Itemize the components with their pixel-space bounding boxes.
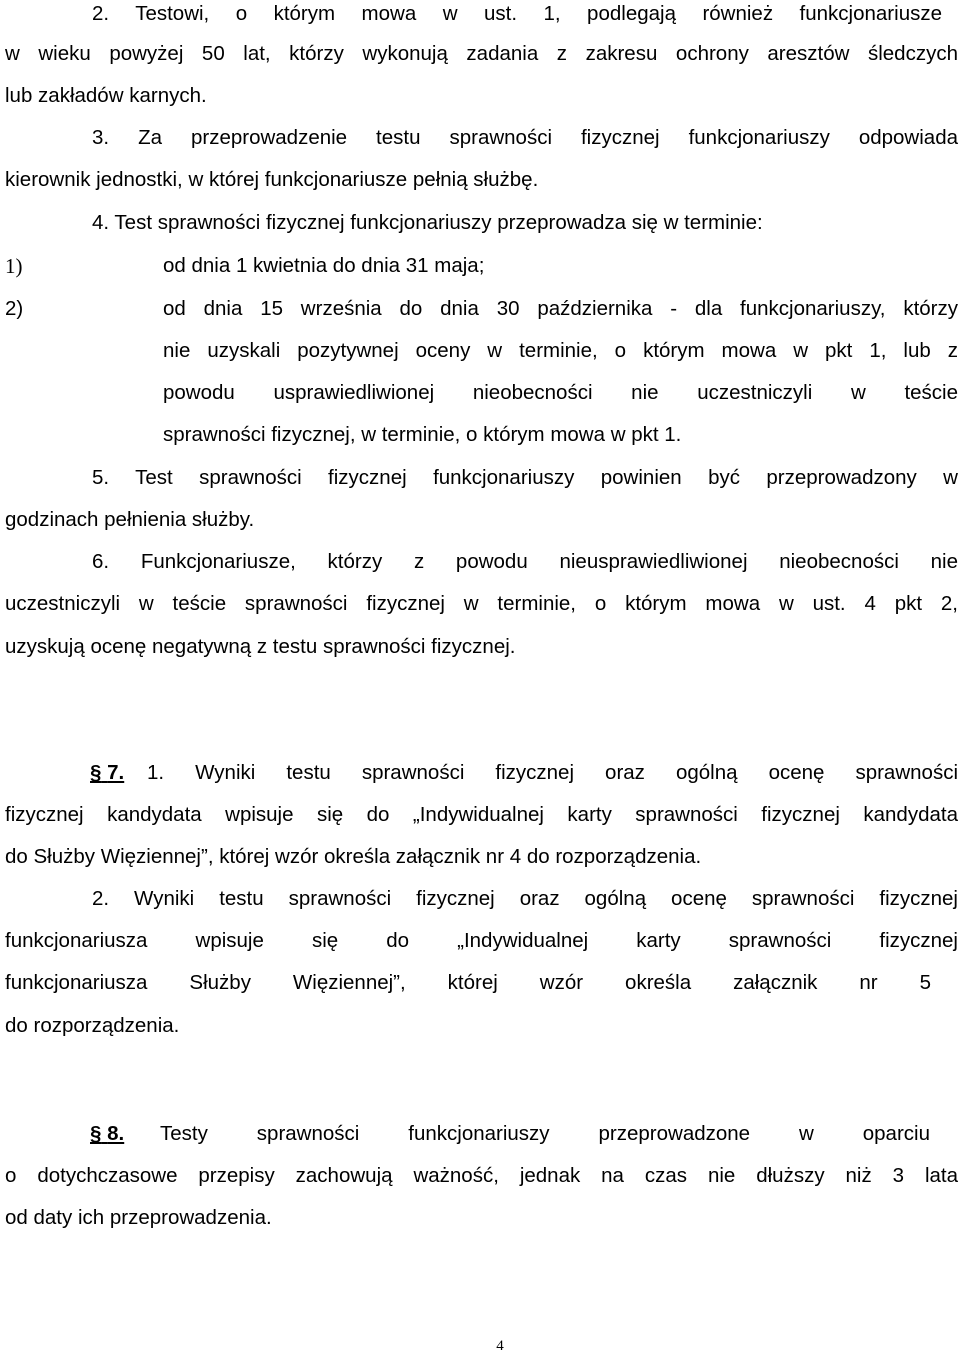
- paragraph-line: w wieku powyżej 50 lat, którzy wykonują zadania z zakresu ochrony aresztów śledczych: [5, 42, 958, 65]
- text-line: 2. Testowi, o którym mowa w ust. 1, podlegają również funkcjonariusze: [92, 2, 942, 25]
- list-item-text: od dnia 15 września do dnia 30 października - dla funkcjonariuszy, którzy: [163, 297, 958, 320]
- list-number: 2): [5, 297, 24, 320]
- paragraph-line: uzyskują ocenę negatywną z testu sprawności fizycznej.: [5, 635, 516, 658]
- section-7-heading: [90, 759, 124, 787]
- paragraph-line: funkcjonariusza Służby Więziennej”, której wzór określa załącznik nr 5: [5, 971, 931, 994]
- paragraph-line: 5. Test sprawności fizycznej funkcjonariuszy powinien być przeprowadzony w: [92, 466, 958, 489]
- paragraph-line: o dotychczasowe przepisy zachowują ważność, jednak na czas nie dłuższy niż 3 lata: [5, 1164, 958, 1187]
- section-number: [101, 1122, 124, 1145]
- paragraph-line: do Służby Więziennej”, której wzór określa załącznik nr 4 do rozporządzenia.: [5, 845, 702, 868]
- paragraph-line: fizycznej kandydata wpisuje się do „Indywidualnej karty sprawności fizycznej kandydata: [5, 803, 958, 826]
- paragraph-line: uczestniczyli w teście sprawności fizycznej w terminie, o którym mowa w ust. 4 pkt 2,: [5, 592, 958, 615]
- paragraph-line: kierownik jednostki, w której funkcjonariusze pełnią służbę.: [5, 168, 539, 191]
- section-number-text: 8.: [107, 1122, 125, 1145]
- section-mark: §: [90, 761, 102, 784]
- section-number-text: 7.: [107, 761, 125, 784]
- section-8-heading: [90, 1120, 124, 1148]
- paragraph-line: 2. Wyniki testu sprawności fizycznej oraz ogólną ocenę sprawności fizycznej: [92, 887, 958, 910]
- paragraph-line: lub zakładów karnych.: [5, 84, 207, 107]
- list-item-text: nie uzyskali pozytywnej oceny w terminie, o którym mowa w pkt 1, lub z: [163, 339, 958, 362]
- paragraph-line: Testy sprawności funkcjonariuszy przeprowadzone w oparciu: [160, 1122, 930, 1145]
- section-number: [101, 761, 124, 784]
- page-number: 4: [496, 1338, 504, 1354]
- section-mark: §: [90, 1122, 102, 1145]
- list-item-text: sprawności fizycznej, w terminie, o którym mowa w pkt 1.: [163, 423, 682, 446]
- paragraph-line: 1. Wyniki testu sprawności fizycznej oraz ogólną ocenę sprawności: [147, 761, 958, 784]
- list-item-text: od dnia 1 kwietnia do dnia 31 maja;: [163, 254, 485, 277]
- paragraph-line: godzinach pełnienia służby.: [5, 508, 255, 531]
- list-number: 1): [5, 254, 23, 278]
- paragraph-line: 6. Funkcjonariusze, którzy z powodu nieusprawiedliwionej nieobecności nie: [92, 550, 958, 573]
- list-item-text: powodu usprawiedliwionej nieobecności nie uczestniczyli w teście: [163, 381, 958, 404]
- paragraph-line: do rozporządzenia.: [5, 1014, 180, 1037]
- paragraph-line: funkcjonariusza wpisuje się do „Indywidualnej karty sprawności fizycznej: [5, 929, 958, 952]
- paragraph-line: od daty ich przeprowadzenia.: [5, 1206, 272, 1229]
- paragraph-line: 3. Za przeprowadzenie testu sprawności fizycznej funkcjonariuszy odpowiada: [92, 126, 958, 149]
- paragraph-line: [92, 0, 942, 28]
- paragraph-line: 4. Test sprawności fizycznej funkcjonariuszy przeprowadza się w terminie:: [92, 211, 763, 234]
